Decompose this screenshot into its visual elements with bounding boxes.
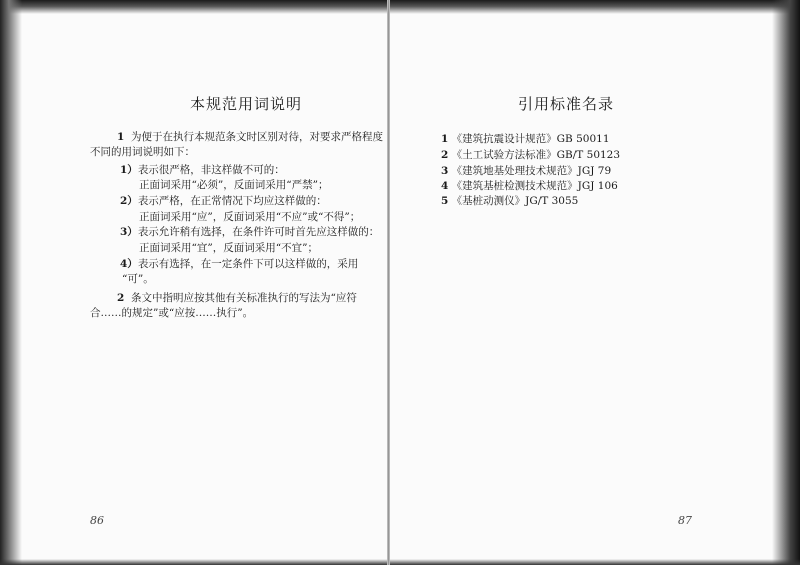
reference-item — [441, 164, 611, 178]
reference-number: 5 — [441, 195, 449, 207]
reference-number: 3 — [441, 165, 449, 177]
sub-item-marker: 4） — [120, 258, 138, 270]
reference-text: 《基桩动测仪》JG/T 3055 — [451, 195, 579, 207]
sub-item-1-line-2: 正面词采用“必须”，反面词采用“严禁”； — [139, 179, 329, 191]
reference-number: 4 — [441, 180, 449, 192]
reference-item — [441, 179, 618, 193]
item-2-line-1 — [117, 291, 357, 305]
sub-item-3-line-1 — [120, 225, 379, 239]
item-2-line-2: 合……的规定”或“应按……执行”。 — [90, 307, 254, 319]
page-title: 本规范用词说明 — [190, 95, 303, 113]
sub-item-text: 表示有选择，在一定条件下可以这样做的，采用 — [137, 258, 359, 270]
scan-shadow-right — [772, 0, 800, 565]
sub-item-marker: 2） — [120, 195, 138, 207]
page-number: 86 — [90, 514, 104, 527]
item-text: 条文中指明应按其他有关标准执行的写法为“应符 — [131, 292, 357, 304]
item-1-line-2: 不同的用词说明如下： — [90, 146, 195, 158]
sub-item-2-line-1 — [120, 194, 327, 208]
right-page — [390, 0, 772, 565]
scan-shadow-left — [0, 0, 22, 565]
page-number: 87 — [678, 514, 692, 527]
sub-item-marker: 3） — [120, 226, 138, 238]
sub-item-text: 表示严格，在正常情况下均应这样做的： — [137, 195, 327, 207]
page-title: 引用标准名录 — [518, 95, 615, 113]
sub-item-1-line-1 — [120, 163, 285, 177]
sub-item-4-line-2: “可”。 — [122, 273, 154, 285]
sub-item-2-line-2: 正面词采用“应”，反面词采用“不应”或“不得”； — [139, 211, 361, 223]
item-number: 2 — [117, 292, 125, 304]
reference-text: 《建筑基桩检测技术规范》JGJ 106 — [451, 180, 618, 192]
reference-item — [441, 194, 578, 208]
reference-text: 《建筑地基处理技术规范》JGJ 79 — [451, 165, 612, 177]
reference-item — [441, 148, 620, 162]
reference-text: 《土工试验方法标准》GB/T 50123 — [451, 149, 621, 161]
sub-item-text: 表示允许稍有选择，在条件许可时首先应这样做的： — [137, 226, 380, 238]
reference-number: 2 — [441, 149, 449, 161]
item-number: 1 — [117, 131, 125, 143]
reference-item — [441, 132, 610, 146]
sub-item-3-line-2: 正面词采用“宜”，反面词采用“不宜”； — [139, 242, 318, 254]
sub-item-marker: 1） — [120, 164, 138, 176]
item-text: 为便于在执行本规范条文时区别对待，对要求严格程度 — [131, 131, 383, 143]
item-1-line-1 — [117, 130, 383, 144]
reference-number: 1 — [441, 133, 449, 145]
reference-text: 《建筑抗震设计规范》GB 50011 — [451, 133, 610, 145]
sub-item-text: 表示很严格，非这样做不可的： — [137, 164, 285, 176]
sub-item-4-line-1 — [120, 257, 358, 271]
left-page — [22, 0, 387, 565]
